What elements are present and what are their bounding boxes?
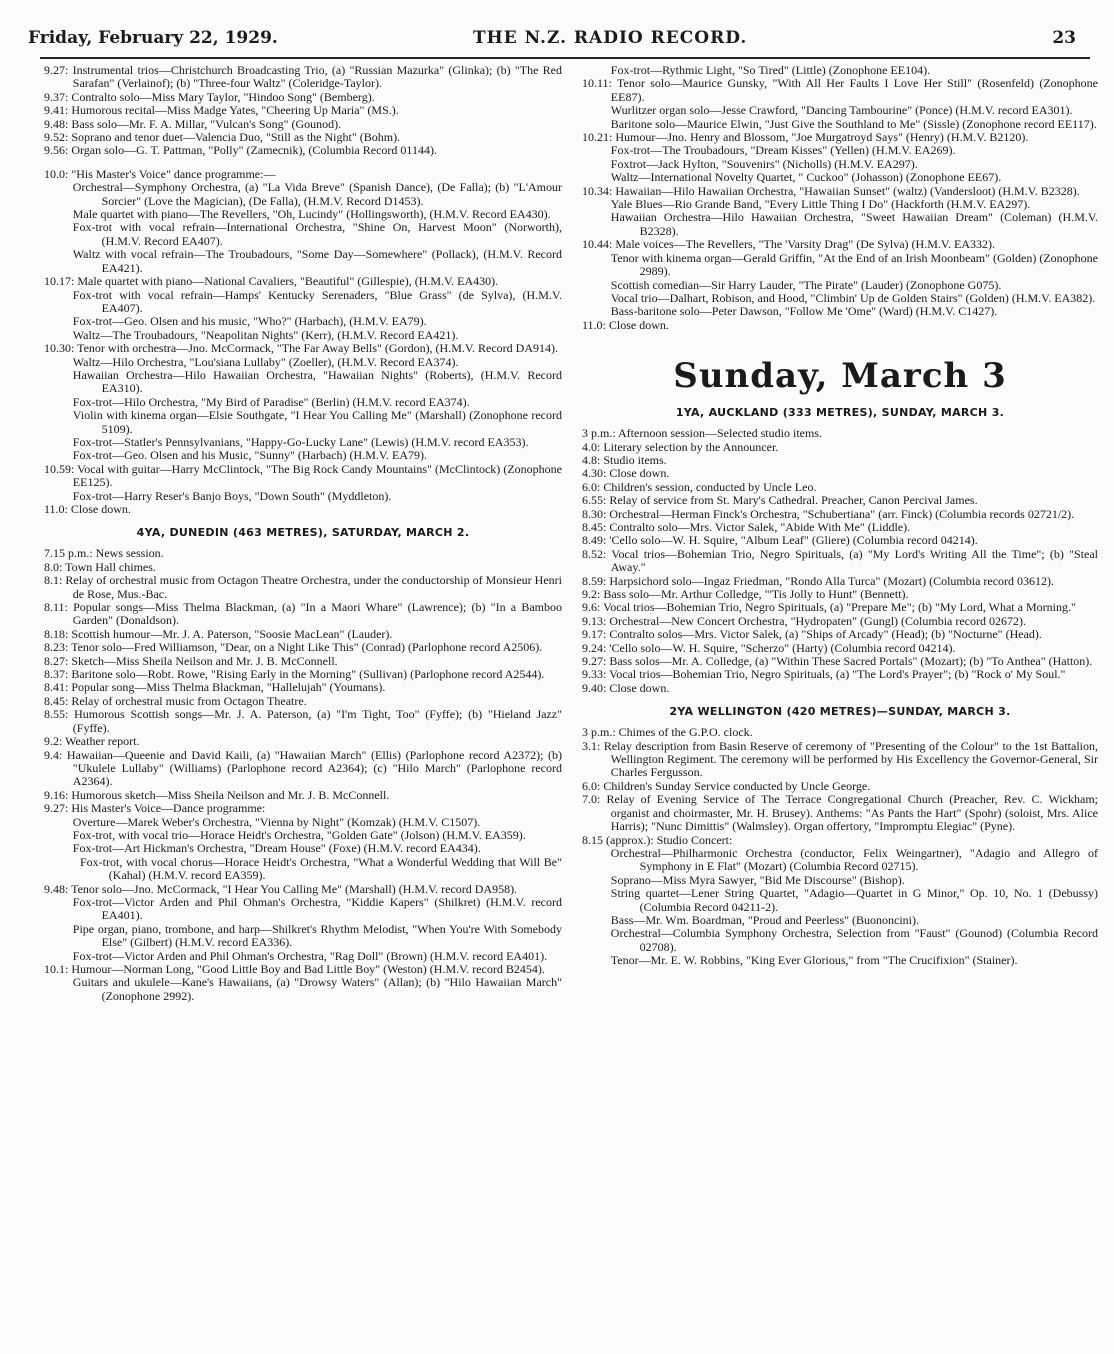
programme-entry: 9.56: Organ solo—G. T. Pattman, "Polly" (Zamecnik), (Columbia Record 01144). [44,143,437,158]
programme-entry: 8.27: Sketch—Miss Sheila Neilson and Mr. J. B. McConnell. [44,653,338,668]
programme-entry: 9.2: Weather report. [44,734,140,749]
programme-subentry: Fox-trot—Art Hickman's Orchestra, "Dream House" (Foxe) (H.M.V. record EA434). [72,841,481,856]
programme-entry: 10.59: Vocal with guitar—Harry McClintock, "The Big Rock Candy Mountains" (McClintock) (Zonophone EE125). [44,461,562,490]
programme-entry: 6.0: Children's session, conducted by Uncle Leo. [582,479,817,494]
programme-subentry: Fox-trot—Hilo Orchestra, "My Bird of Paradise" (Berlin) (H.M.V. record EA374). [72,394,470,409]
programme-entry: 3 p.m.: Afternoon session—Selected studio items. [582,426,822,441]
programme-subentry: Guitars and ukulele—Kane's Hawaiians, (a) "Drowsy Waters" (Allan); (b) "Hilo Hawaiian March" (Zonophone 2992). [72,975,562,1003]
programme-entry: 3.1: Relay description from Basin Reserve of ceremony of "Presenting of the Colour" to the 1st Battalion, Wellington Regiment. The ceremony will be performed by His Excellency the Governor-General, Sir Charles Fergusson. [582,738,1098,780]
programme-subentry: Bass—Mr. Wm. Boardman, "Proud and Peerless" (Buononcini). [610,912,920,927]
programme-entry: 8.11: Popular songs—Miss Thelma Blackman, (a) "In a Maori Whare" (Lawrence); (b) "In a Bamboo Garden" (Donaldson). [44,600,562,628]
programme-entry: 9.37: Contralto solo—Miss Mary Taylor, "Hindoo Song" (Bemberg). [44,89,375,104]
header-rule [40,57,1090,59]
programme-entry: 10.0: "His Master's Voice" dance programme:— [44,166,276,181]
programme-subentry: Bass-baritone solo—Peter Dawson, "Follow Me 'Ome" (Ward) (H.M.V. C1427). [610,304,998,319]
programme-subentry: Orchestral—Symphony Orchestra, (a) "La Vida Breve" (Spanish Dance), (De Falla); (b) "L'Amour Sorcier" (Love the Magician), (De Falla), (H.M.V. Record D1453). [72,180,562,208]
programme-entry: 8.15 (approx.): Studio Concert: [582,832,733,847]
section-heading-dunedin: 4YA, DUNEDIN (463 METRES), SATURDAY, MARCH 2. [136,526,470,540]
programme-subentry: Vocal trio—Dalhart, Robison, and Hood, "Climbin' Up de Golden Stairs" (Golden) (H.M.V. EA382). [610,290,1096,305]
programme-entry: 9.27: Instrumental trios—Christchurch Broadcasting Trio, (a) "Russian Mazurka" (Glinka); (b) "The Red Sarafan" (Verlainof); (b) "Three-four Waltz" (Coleridge-Taylor). [44,63,562,91]
programme-entry: 3 p.m.: Chimes of the G.P.O. clock. [582,725,753,740]
programme-entry: 9.27: Bass solos—Mr. A. Colledge, (a) "Within These Sacred Portals" (Mozart); (b) "To Anthea" (Hatton). [582,654,1093,669]
programme-entry: 8.0: Town Hall chimes. [44,559,156,574]
programme-subentry: Fox-trot—Victor Arden and Phil Ohman's Orchestra, "Rag Doll" (Brown) (H.M.V. record EA401). [72,948,548,963]
programme-subentry: Baritone solo—Maurice Elwin, "Just Give the Southland to Me" (Sissle) (Zonophone record EE117). [610,116,1097,131]
saturday-2ya-continued [582,64,1098,332]
programme-entry: 9.27: His Master's Voice—Dance programme: [44,801,266,816]
left-column [44,64,562,1003]
programme-entry: 10.34: Hawaiian—Hilo Hawaiian Orchestra, "Hawaiian Sunset" (waltz) (Vandersloot) (H.M.V. B2328). [582,183,1080,198]
programme-entry: 9.48: Bass solo—Mr. F. A. Millar, "Vulcan's Song" (Gounod). [44,116,342,131]
programme-subentry: Fox-trot—Statler's Pennsylvanians, "Happy-Go-Lucky Lane" (Lewis) (H.M.V. record EA353). [72,434,529,449]
programme-entry: 8.49: 'Cello solo—W. H. Squire, "Album Leaf" (Gliere) (Columbia record 04214). [582,533,978,548]
programme-subentry: Fox-trot—Victor Arden and Phil Ohman's Orchestra, "Kiddie Kapers" (Shilkret) (H.M.V. record EA401). [72,894,562,923]
programme-subentry: Male quartet with piano—The Revellers, "Oh, Lucindy" (Hollingsworth), (H.M.V. Record EA430). [72,207,551,222]
programme-subentry: Hawaiian Orchestra—Hilo Hawaiian Orchestra, "Sweet Hawaiian Dream" (Coleman) (H.M.V. B2328). [610,210,1098,238]
programme-subentry: Soprano—Miss Myra Sawyer, "Bid Me Discourse" (Bishop). [610,872,905,887]
programme-subentry: Orchestral—Philharmonic Orchestra (conductor, Felix Weingartner), "Adagio and Allegro of Symphony in E Flat" (Mozart) (Columbia Record 02715). [610,845,1098,874]
programme-subentry: Violin with kinema organ—Elsie Southgate, "I Hear You Calling Me" (Marshall) (Zonophone record 5109). [72,408,562,436]
programme-subentry: Fox-trot, with vocal chorus—Horace Heidt's Orchestra, "What a Wonderful Wedding that Will Be" (Kahal) (H.M.V. record EA359). [80,854,562,883]
programme-entry: 8.18: Scottish humour—Mr. J. A. Paterson, "Soosie MacLean" (Lauder). [44,626,393,641]
programme-entry: 9.41: Humorous recital—Miss Madge Yates, "Cheering Up Maria" (MS.). [44,103,399,118]
page-header [28,28,1088,56]
programme-entry: 11.0: Close down. [582,317,669,332]
programme-entry: 9.48: Tenor solo—Jno. McCormack, "I Hear You Calling Me" (Marshall) (H.M.V. record DA958). [44,881,518,896]
programme-entry: 6.55: Relay of service from St. Mary's Cathedral. Preacher, Canon Percival James. [582,493,978,508]
page-number: 23 [1052,28,1076,48]
programme-subentry: Scottish comedian—Sir Harry Lauder, "The Pirate" (Lauder) (Zonophone G075). [610,277,1002,292]
programme-subentry: String quartet—Lener String Quartet, "Adagio—Quartet in G Minor," Op. 10, No. 1 (Debussy) (Columbia Record 04211-2). [610,886,1098,914]
auckland-list [582,427,1098,695]
programme-subentry: Pipe organ, piano, trombone, and harp—Shilkret's Rhythm Melodist, "When You're With Somebody Else" (Gilbert) (H.M.V. record EA336). [72,921,562,950]
programme-entry: 9.33: Vocal trios—Bohemian Trio, Negro Spirituals, (a) "The Lord's Prayer"; (b) "Rock o' My Soul." [582,667,1066,682]
programme-subentry: Fox-trot—Harry Reser's Banjo Boys, "Down South" (Myddleton). [72,488,392,503]
programme-entry: 11.0: Close down. [44,502,131,516]
programme-entry: 10.11: Tenor solo—Maurice Gunsky, "With All Her Faults I Love Her Still" (Rosenfeld) (Zonophone EE87). [582,76,1098,104]
programme-subentry: Fox-trot with vocal refrain—Hamps' Kentucky Serenaders, "Blue Grass" (de Sylva), (H.M.V. EA407). [72,287,562,315]
programme-subentry: Tenor with kinema organ—Gerald Griffin, "At the End of an Irish Moonbeam" (Golden) (Zonophone 2989). [610,250,1098,279]
programme-subentry: Wurlitzer organ solo—Jesse Crawford, "Dancing Tambourine" (Ponce) (H.M.V. record EA301). [610,103,1073,118]
programme-entry: 9.13: Orchestral—New Concert Orchestra, "Hydropaten" (Gungl) (Columbia record 02672). [582,613,1026,628]
programme-entry: 10.1: Humour—Norman Long, "Good Little Boy and Bad Little Boy" (Weston) (H.M.V. record B2454). [44,962,545,976]
programme-entry: 4.30: Close down. [582,466,670,481]
programme-entry: 9.24: 'Cello solo—W. H. Squire, "Scherzo" (Harty) (Columbia record 04214). [582,640,956,655]
programme-subentry: Hawaiian Orchestra—Hilo Hawaiian Orchestra, "Hawaiian Nights" (Roberts), (H.M.V. Record EA310). [72,367,562,396]
programme-entry: 10.44: Male voices—The Revellers, "The 'Varsity Drag" (De Sylva) (H.M.V. EA332). [582,237,995,252]
programme-entry: 4.8: Studio items. [582,452,667,467]
programme-entry: 8.23: Tenor solo—Fred Williamson, "Dear, on a Night Like This" (Conrad) (Parlophone record A2506). [44,640,543,655]
section-heading-auckland: 1YA, AUCKLAND (333 METRES), SUNDAY, MARCH 3. [675,406,1005,420]
programme-entry: 9.4: Hawaiian—Queenie and David Kaili, (a) "Hawaiian March" (Ellis) (Parlophone record A2372); (b) "Ukulele Lullaby" (Williams) (Parlophone record A2364); (c) "Hilo March" (Parlophone record A2364). [44,747,562,789]
programme-entry: 6.0: Children's Sunday Service conducted by Uncle George. [582,778,871,793]
right-column [582,64,1098,968]
programme-entry: 7.15 p.m.: News session. [44,546,164,561]
section-heading-wellington: 2YA WELLINGTON (420 METRES)—SUNDAY, MARCH 3. [669,705,1011,719]
programme-subentry: Fox-trot—Rythmic Light, "So Tired" (Little) (Zonophone EE104). [610,63,931,77]
programme-subentry: Tenor—Mr. E. W. Robbins, "King Ever Glorious," from "The Crucifixion" (Stainer). [610,953,1018,968]
programme-entry: 9.6: Vocal trios—Bohemian Trio, Negro Spirituals, (a) "Prepare Me"; (b) "My Lord, What a Morning." [582,600,1076,615]
programme-subentry: Yale Blues—Rio Grande Band, "Every Little Thing I Do" (Hackforth (H.M.V. EA297). [610,197,1031,212]
programme-entry: 8.45: Contralto solo—Mrs. Victor Salek, "Abide With Me" (Liddle). [582,519,911,534]
programme-entry: 8.59: Harpsichord solo—Ingaz Friedman, "Rondo Alla Turca" (Mozart) (Columbia record 03612). [582,573,1055,588]
programme-entry: 8.52: Vocal trios—Bohemian Trio, Negro Spirituals, (a) "My Lord's Writing All the Time"; (b) "Steal Away." [582,546,1098,575]
programme-entry: 4.0: Literary selection by the Announcer. [582,439,779,454]
dunedin-list [44,547,562,1003]
programme-entry: 8.37: Baritone solo—Robt. Rowe, "Rising Early in the Morning" (Sullivan) (Parlophone record A2544). [44,667,545,682]
programme-entry: 9.17: Contralto solos—Mrs. Victor Salek, (a) "Ships of Arcady" (Head); (b) "Nocturne" (Head). [582,627,1042,642]
programme-subentry: Waltz—Hilo Orchestra, "Lou'siana Lullaby" (Zoeller), (H.M.V. Record EA374). [72,354,459,369]
programme-subentry: Fox-trot—Geo. Olsen and his music, "Who?" (Harbach), (H.M.V. EA79). [72,314,427,329]
programme-subentry: Waltz—The Troubadours, "Neapolitan Nights" (Kerr), (H.M.V. Record EA421). [72,327,459,342]
programme-entry: 10.21: Humour—Jno. Henry and Blossom, "Joe Murgatroyd Says" (Henry) (H.M.V. B2120). [582,130,1029,145]
programme-entry: 9.2: Bass solo—Mr. Arthur Colledge, "'Tis Jolly to Hunt" (Bennett). [582,587,909,601]
programme-subentry: Fox-trot, with vocal trio—Horace Heidt's Orchestra, "Golden Gate" (Jolson) (H.M.V. EA359). [72,827,526,842]
programme-subentry: Foxtrot—Jack Hylton, "Souvenirs" (Nicholls) (H.M.V. EA297). [610,156,918,171]
programme-subentry: Waltz with vocal refrain—The Troubadours, "Some Day—Somewhere" (Pollack), (H.M.V. Record EA421). [72,247,562,275]
programme-entry: 9.40: Close down. [582,680,670,695]
programme-subentry: Orchestral—Columbia Symphony Orchestra, Selection from "Faust" (Gounod) (Columbia Record 02708). [610,926,1098,954]
programme-entry: 7.0: Relay of Evening Service of The Terrace Congregational Church (Preacher, Rev. C. Wickham; organist and choirmaster, Mr. H. Brusey). Anthems: "As Pants the Hart" (Spohr) (soloist, Mrs. Alice Harris); "Nunc Dimittis" (Walmsley). Organ offertory, "Impromptu Elegiac" (Pyne). [582,792,1098,834]
programme-entry: 8.41: Popular song—Miss Thelma Blackman, "Hallelujah" (Youmans). [44,680,386,695]
programme-subentry: Overture—Marek Weber's Orchestra, "Vienna by Night" (Komzak) (H.M.V. C1507). [72,814,481,829]
programme-subentry: Fox-trot with vocal refrain—International Orchestra, "Shine On, Harvest Moon" (Norworth), (H.M.V. Record EA407). [72,220,562,248]
masthead: THE N.Z. RADIO RECORD. [473,28,748,48]
programme-subentry: Fox-trot—Geo. Olsen and his Music, "Sunny" (Harbach) (H.M.V. EA79). [72,448,427,463]
programme-entry: 10.17: Male quartet with piano—National Cavaliers, "Beautiful" (Gillespie), (H.M.V. EA430). [44,274,499,289]
issue-date: Friday, February 22, 1929. [28,28,278,48]
wellington-list [582,726,1098,967]
sunday-title: Sunday, March 3 [673,356,1007,397]
programme-subentry: Fox-trot—The Troubadours, "Dream Kisses" (Yellen) (H.M.V. EA269). [610,143,956,158]
programme-entry: 9.16: Humorous sketch—Miss Sheila Neilson and Mr. J. B. McConnell. [44,787,390,802]
programme-entry: 8.30: Orchestral—Herman Finck's Orchestra, "Schubertiana" (arr. Finck) (Columbia records 02721/2). [582,506,1075,521]
programme-entry: 8.1: Relay of orchestral music from Octagon Theatre Orchestra, under the conductorship of Monsieur Henri de Rose, Mus.-Bac. [44,573,562,601]
programme-entry: 9.52: Soprano and tenor duet—Valencia Duo, "Still as the Night" (Bohm). [44,130,401,145]
saturday-2ya-list [44,64,562,516]
programme-subentry: Waltz—International Novelty Quartet, " Cuckoo" (Johasson) (Zonophone EE67). [610,170,1002,185]
programme-entry: 10.30: Tenor with orchestra—Jno. McCormack, "The Far Away Bells" (Gordon), (H.M.V. Record DA914). [44,341,558,356]
programme-entry: 8.55: Humorous Scottish songs—Mr. J. A. Paterson, (a) "I'm Tight, Too" (Fyffe); (b) "Hieland Jazz" (Fyffe). [44,707,562,735]
programme-entry: 8.45: Relay of orchestral music from Octagon Theatre. [44,693,307,708]
